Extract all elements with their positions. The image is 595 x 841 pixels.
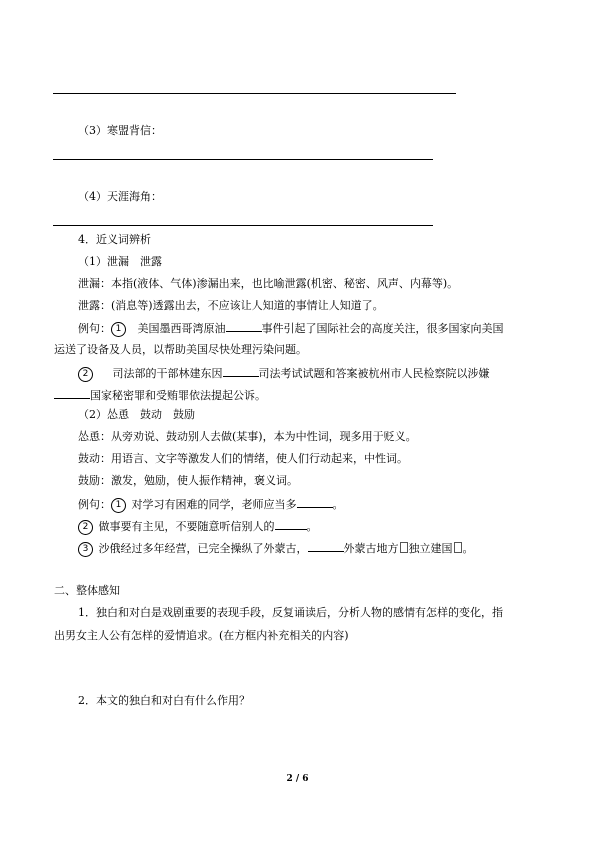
- fill-blank[interactable]: [275, 518, 307, 530]
- question-3: （3）寒盟背信：: [78, 124, 162, 137]
- answer-line: [53, 159, 433, 160]
- example-4: 2 做事要有主见，不要随意听信别人的 。: [78, 518, 318, 535]
- missing-glyph-box: [400, 542, 408, 553]
- definition-xielu: 泄露：(消息等)透露出去，不应该让人知道的事情让人知道了。: [78, 299, 384, 312]
- fill-blank[interactable]: [54, 387, 90, 399]
- fill-blank[interactable]: [223, 365, 259, 377]
- fill-blank[interactable]: [297, 496, 333, 508]
- missing-glyph-box: [454, 542, 462, 553]
- part-2-question-1-line-1: 1．独白和对白是戏剧重要的表现手段，反复诵读后，分析人物的感情有怎样的变化，指: [78, 606, 503, 619]
- part-2-title: 二、整体感知: [54, 584, 120, 597]
- example-5: 3 沙俄经过多年经营，已完全操纵了外蒙古， 外蒙古地方 独立建国 。: [78, 540, 474, 557]
- part-2-question-1-line-2: 出男女主人公有怎样的爱情追求。(在方框内补充相关的内容): [54, 629, 349, 642]
- example-1-cont: 运送了设备及人员，以帮助美国尽快处理污染问题。: [54, 343, 307, 356]
- pair-2-heading: （2）怂恿 鼓动 鼓励: [78, 408, 195, 421]
- definition-songyong: 怂恿：从旁劝说、鼓动别人去做(某事)，本为中性词，现多用于贬义。: [78, 430, 417, 443]
- part-2-question-2: 2．本文的独白和对白有什么作用？: [78, 694, 250, 707]
- circled-number: 1: [111, 322, 126, 337]
- page-number: 2 / 6: [286, 774, 309, 784]
- example-3: 例句： 1 对学习有困难的同学，老师应当多 。: [78, 498, 344, 511]
- pair-1-heading: （1）泄漏 泄露: [78, 255, 162, 268]
- circled-number: 2: [78, 520, 93, 535]
- example-2: 2 司法部的干部林建东因 司法考试试题和答案被杭州市人民检察院以涉嫌: [78, 365, 490, 382]
- definition-gudong: 鼓动：用语言、文字等激发人们的情绪，使人们行动起来，中性词。: [78, 452, 408, 465]
- definition-guli: 鼓励：激发，勉励，使人振作精神，褒义词。: [78, 474, 298, 487]
- definition-xielou: 泄漏：本指(液体、气体)渗漏出来，也比喻泄露(机密、秘密、风声、内幕等)。: [78, 277, 459, 290]
- fill-blank[interactable]: [226, 320, 262, 332]
- example-1: 例句： 1 美国墨西哥湾原油 事件引起了国际社会的高度关注，很多国家向美国: [78, 322, 504, 335]
- circled-number: 3: [78, 542, 93, 557]
- section-4-title: 4．近义词辨析: [78, 233, 151, 246]
- fill-blank[interactable]: [308, 540, 344, 552]
- example-2-cont: 国家秘密罪和受贿罪依法提起公诉。: [54, 387, 266, 403]
- circled-number: 1: [111, 498, 126, 513]
- question-4: （4）天涯海角：: [78, 190, 162, 203]
- answer-line: [53, 93, 456, 94]
- answer-line: [53, 225, 433, 226]
- circled-number: 2: [78, 367, 93, 382]
